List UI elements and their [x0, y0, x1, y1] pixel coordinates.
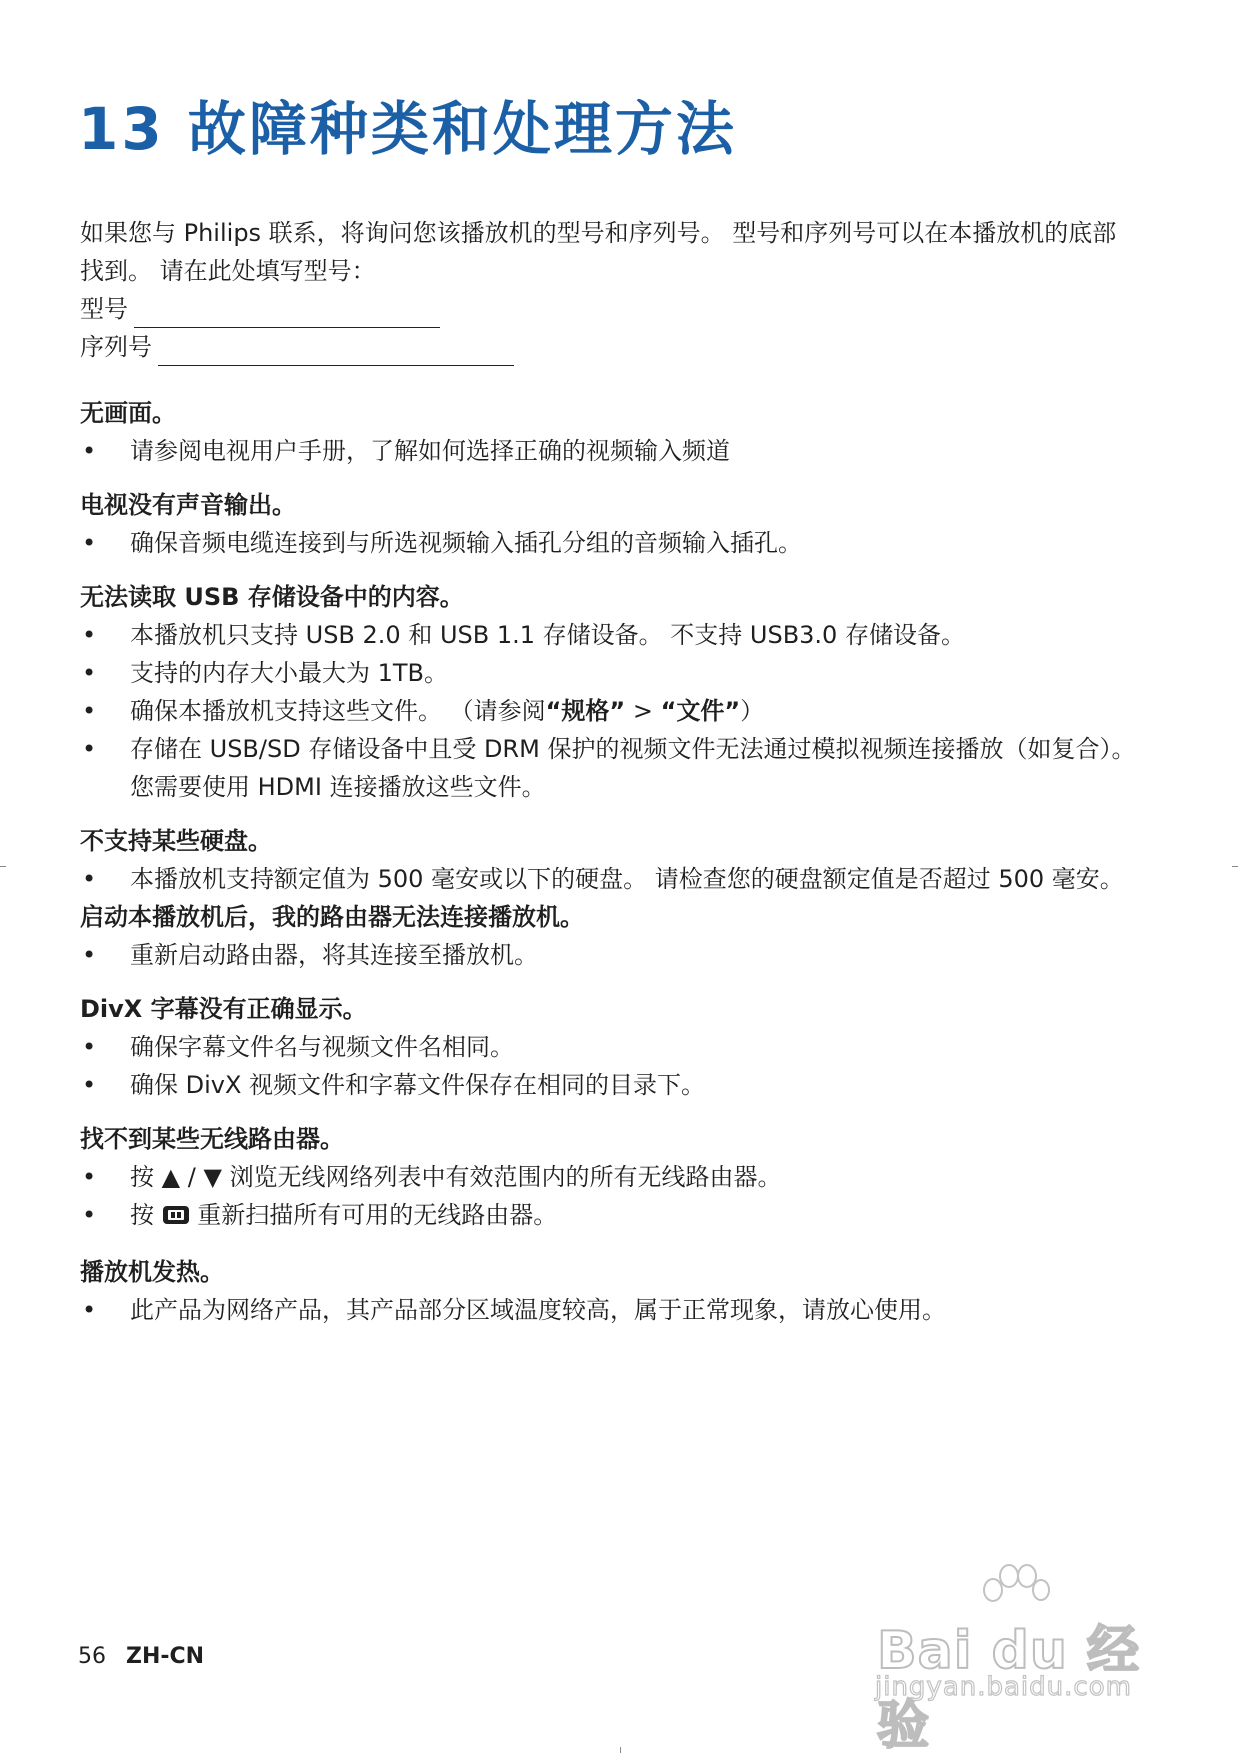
section-wireless: [80, 1120, 1140, 1237]
list-item: • 支持的内存大小最大为 1TB。: [82, 659, 449, 687]
section-usb: [80, 578, 1140, 806]
crop-mark: [1232, 866, 1238, 867]
list-item: • 确保字幕文件名与视频文件名相同。: [82, 1033, 514, 1061]
section-hdd: [80, 822, 1140, 898]
section-heading: 找不到某些无线路由器。: [80, 1125, 344, 1153]
baidu-watermark: [875, 1560, 1175, 1756]
list-item: • 确保本播放机支持这些文件。 （请参阅“规格” > “文件”）: [82, 697, 765, 725]
section-heading: 电视没有声音输出。: [80, 491, 296, 519]
serial-blank: [158, 339, 514, 366]
crop-mark: [620, 1747, 621, 1753]
section-heat: [80, 1253, 1140, 1329]
list-item: • 本播放机只支持 USB 2.0 和 USB 1.1 存储设备。 不支持 USB3.0 存储设备。: [82, 621, 965, 649]
intro-block: [80, 214, 1140, 366]
list-item: • 按 ▲ / ▼ 浏览无线网络列表中有效范围内的所有无线路由器。: [82, 1163, 782, 1191]
section-no-picture: [80, 394, 1140, 470]
section-router: [80, 898, 1140, 974]
list-item: • 存储在 USB/SD 存储设备中且受 DRM 保护的视频文件无法通过模拟视频连接播放（如复合）。 您需要使用 HDMI 连接播放这些文件。: [82, 735, 1136, 801]
section-heading: 启动本播放机后，我的路由器无法连接播放机。: [80, 903, 584, 931]
up-arrow-icon: ▲: [161, 1163, 181, 1191]
section-heading: 播放机发热。: [80, 1258, 224, 1286]
list-item: • 确保 DivX 视频文件和字幕文件保存在相同的目录下。: [82, 1071, 706, 1099]
list-item: • 重新启动路由器，将其连接至播放机。: [82, 941, 538, 969]
troubleshooting-list: [80, 394, 1140, 1345]
down-arrow-icon: ▼: [203, 1163, 222, 1191]
model-label: 型号: [80, 295, 128, 323]
page-footer: [78, 1644, 204, 1669]
section-heading: 无画面。: [80, 399, 176, 427]
page-number: 56: [78, 1644, 106, 1669]
model-blank: [134, 301, 440, 328]
list-item: • 此产品为网络产品，其产品部分区域温度较高，属于正常现象，请放心使用。: [82, 1296, 946, 1324]
section-no-sound: [80, 486, 1140, 562]
serial-label: 序列号: [80, 333, 152, 361]
watermark-url: jingyan.baidu.com: [875, 1672, 1132, 1702]
model-field: [80, 290, 1140, 328]
crop-mark: [0, 866, 6, 867]
list-item: • 本播放机支持额定值为 500 毫安或以下的硬盘。 请检查您的硬盘额定值是否超过 500 毫安。: [82, 865, 1124, 893]
rescan-key-icon: [162, 1199, 190, 1237]
language-code: ZH-CN: [126, 1644, 205, 1669]
section-heading: 不支持某些硬盘。: [80, 827, 272, 855]
chapter-title: 13 故障种类和处理方法: [78, 95, 737, 163]
list-item: • 确保音频电缆连接到与所选视频输入插孔分组的音频输入插孔。: [82, 529, 802, 557]
list-item: • 请参阅电视用户手册，了解如何选择正确的视频输入频道: [82, 437, 730, 465]
serial-field: [80, 328, 1140, 366]
section-divx: [80, 990, 1140, 1104]
list-item: • 按 重新扫描所有可用的无线路由器。: [80, 1196, 1140, 1237]
watermark-brand: Bai du 经验: [877, 1621, 1140, 1756]
intro-text: 如果您与 Philips 联系，将询问您该播放机的型号和序列号。 型号和序列号可以在本播放机的底部找到。 请在此处填写型号：: [80, 219, 1117, 285]
section-heading: DivX 字幕没有正确显示。: [80, 995, 367, 1023]
section-heading: 无法读取 USB 存储设备中的内容。: [80, 583, 464, 611]
